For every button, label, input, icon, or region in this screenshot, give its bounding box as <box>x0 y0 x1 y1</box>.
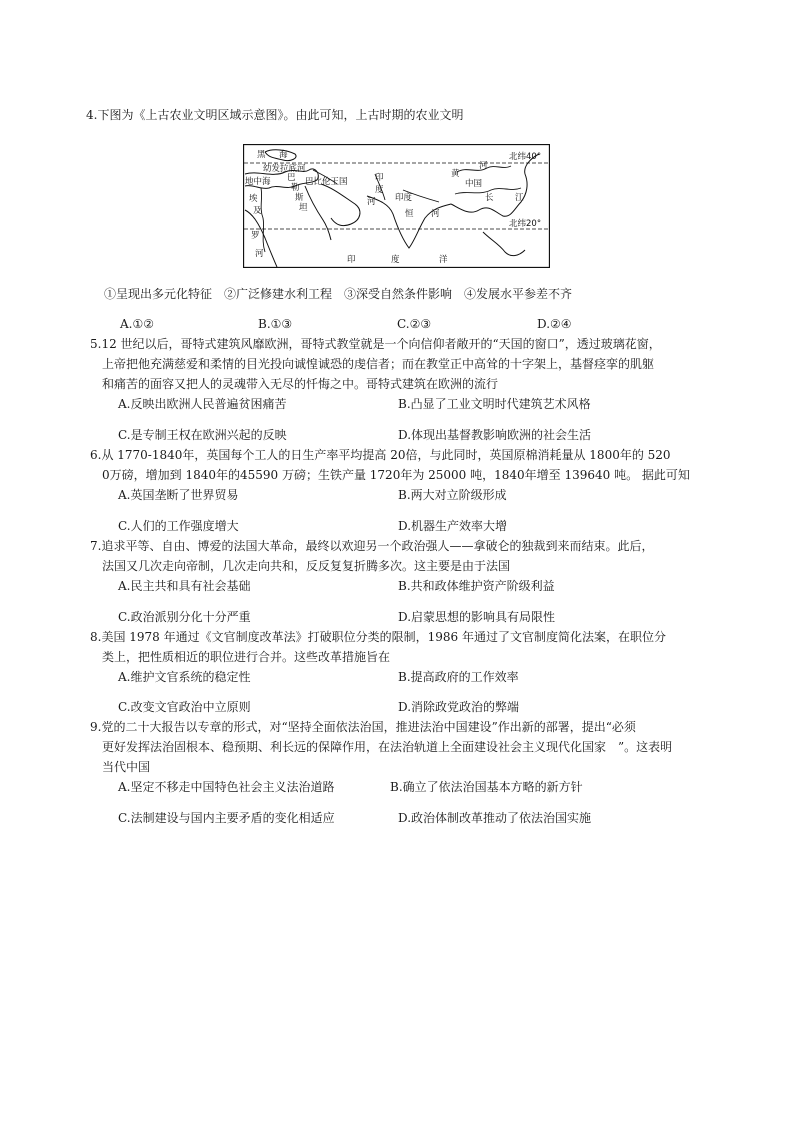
map-label-ji: 及 <box>253 206 262 216</box>
q8-option-c[interactable]: C.改变文官政治中立原则 <box>118 700 251 714</box>
map-label-he-indus: 河 <box>367 197 376 207</box>
q4-stem: 4.下图为《上古农业文明区域示意图》。由此可知，上古时期的农业文明 <box>86 108 464 122</box>
map-label-ocean-yin: 印 <box>347 255 356 265</box>
q7-option-b[interactable]: B.共和政体维护资产阶级利益 <box>398 579 555 593</box>
q9-option-b[interactable]: B.确立了依法治国基本方略的新方针 <box>390 780 583 794</box>
q6-stem-line-1: 6.从 1770-1840年，英国每个工人的日生产率平均提高 20倍，与此同时，英国原棉消耗量从 1800年的 520 <box>90 448 671 462</box>
map-label-india: 印度 <box>395 193 413 203</box>
q8-option-a[interactable]: A.维护文官系统的稳定性 <box>118 670 251 684</box>
q6-stem-line-2: 0万磅，增加到 1840年的45590 万磅；生铁产量 1720年为 25000 吨，1840年增至 139640 吨。 据此可知 <box>102 468 690 482</box>
q4-statements: ①呈现出多元化特征 ②广泛修建水利工程 ③深受自然条件影响 ④发展水平参差不齐 <box>104 287 573 301</box>
map-label-hai: 海 <box>279 150 288 160</box>
q9-stem-line-3: 当代中国 <box>102 760 151 774</box>
q9-option-a[interactable]: A.坚定不移走中国特色社会主义法治道路 <box>118 780 335 794</box>
q6-option-c[interactable]: C.人们的工作强度增大 <box>118 519 239 533</box>
map-label-china: 中国 <box>465 179 483 189</box>
q7-option-d[interactable]: D.启蒙思想的影响具有局限性 <box>398 610 556 624</box>
q4-option-a[interactable]: A.①② <box>120 317 154 331</box>
q8-option-b[interactable]: B.提高政府的工作效率 <box>398 670 519 684</box>
map-label-du: 度 <box>375 185 384 195</box>
q9-option-d[interactable]: D.政治体制改革推动了依法治国实施 <box>398 811 592 825</box>
q7-stem-line-2: 法国又几次走向帝制，几次走向共和，反反复复折腾多次。这主要是由于法国 <box>102 559 511 573</box>
map-label-si: 斯 <box>295 193 304 203</box>
map-label-lat40: 北纬40° <box>509 152 542 162</box>
map-label-ocean-du: 度 <box>391 255 400 265</box>
map-label-yin: 印 <box>375 173 384 183</box>
q9-stem-line-2: 更好发挥法治固根本、稳预期、利长远的保障作用，在法治轨道上全面建设社会主义现代化国家 ”。这表明 <box>102 740 673 754</box>
q7-stem-line-1: 7.追求平等、自由、博爱的法国大革命，最终以欢迎另一个政治强人——拿破仑的独裁到来而结束。此后， <box>90 539 654 553</box>
map-label-lat20: 北纬20° <box>509 219 542 229</box>
map-label-euphrates: 幼发拉底河 <box>263 164 306 174</box>
q5-option-c[interactable]: C.是专制王权在欧洲兴起的反映 <box>118 428 287 442</box>
q5-option-d[interactable]: D.体现出基督教影响欧洲的社会生活 <box>398 428 592 442</box>
q9-option-c[interactable]: C.法制建设与国内主要矛盾的变化相适应 <box>118 811 335 825</box>
map-label-ocean-yang: 洋 <box>439 255 448 265</box>
q5-option-a[interactable]: A.反映出欧洲人民普遍贫困痛苦 <box>118 397 287 411</box>
q5-stem-line-3: 和痛苦的面容又把人的灵魂带入无尽的忏悔之中。哥特式建筑在欧洲的流行 <box>102 377 499 391</box>
q5-option-b[interactable]: B.凸显了工业文明时代建筑艺术风格 <box>398 397 591 411</box>
q9-stem-line-1: 9.党的二十大报告以专章的形式，对“坚持全面依法治国，推进法治中国建设”作出新的部署，提出“必须 <box>90 720 636 734</box>
map-label-tan: 坦 <box>299 203 308 213</box>
q8-stem-line-1: 8.美国 1978 年通过《文官制度改革法》打破职位分类的限制，1986 年通过了文官制度简化法案，在职位分 <box>90 630 666 644</box>
map-label-luo: 罗 <box>251 231 260 241</box>
map-label-jiang: 江 <box>515 193 524 203</box>
q4-option-c[interactable]: C.②③ <box>397 317 432 331</box>
agricultural-civilization-map <box>243 144 550 268</box>
q6-option-b[interactable]: B.两大对立阶级形成 <box>398 488 507 502</box>
q5-stem-line-2: 上帝把他充满慈爱和柔情的目光投向诚惶诚恐的虔信者；而在教堂正中高耸的十字架上，基督痉挛的肌躯 <box>102 357 655 371</box>
q8-option-d[interactable]: D.消除政党政治的弊端 <box>398 700 520 714</box>
map-label-chang: 长 <box>485 193 494 203</box>
q7-option-a[interactable]: A.民主共和具有社会基础 <box>118 579 251 593</box>
q4-option-d[interactable]: D.②④ <box>537 317 572 331</box>
q4-option-b[interactable]: B.①③ <box>258 317 293 331</box>
q8-stem-line-2: 类上，把性质相近的职位进行合并。这些改革措施旨在 <box>102 650 391 664</box>
map-label-ba: 巴 <box>287 173 296 183</box>
map-label-babylon: 巴比伦王国 <box>305 177 348 187</box>
map-label-ai: 埃 <box>249 194 258 204</box>
map-label-le: 勒 <box>291 183 300 193</box>
q6-option-d[interactable]: D.机器生产效率大增 <box>398 519 508 533</box>
map-label-he-nile: 河 <box>255 249 264 259</box>
q5-stem-line-1: 5.12 世纪以后，哥特式建筑风靡欧洲，哥特式教堂就是一个向信仰者敞开的“天国的窗口”，透过玻璃花窗， <box>90 337 661 351</box>
map-label-heng: 恒 <box>405 209 414 219</box>
map-label-huang: 黄 <box>451 169 460 179</box>
map-label-mediterranean: 地中海 <box>245 177 271 187</box>
map-label-he-huang: 河 <box>479 161 488 171</box>
q7-option-c[interactable]: C.政治派别分化十分严重 <box>118 610 251 624</box>
map-label-hei: 黑 <box>257 150 266 160</box>
map-label-he-ganges: 河 <box>431 209 440 219</box>
q6-option-a[interactable]: A.英国垄断了世界贸易 <box>118 488 239 502</box>
